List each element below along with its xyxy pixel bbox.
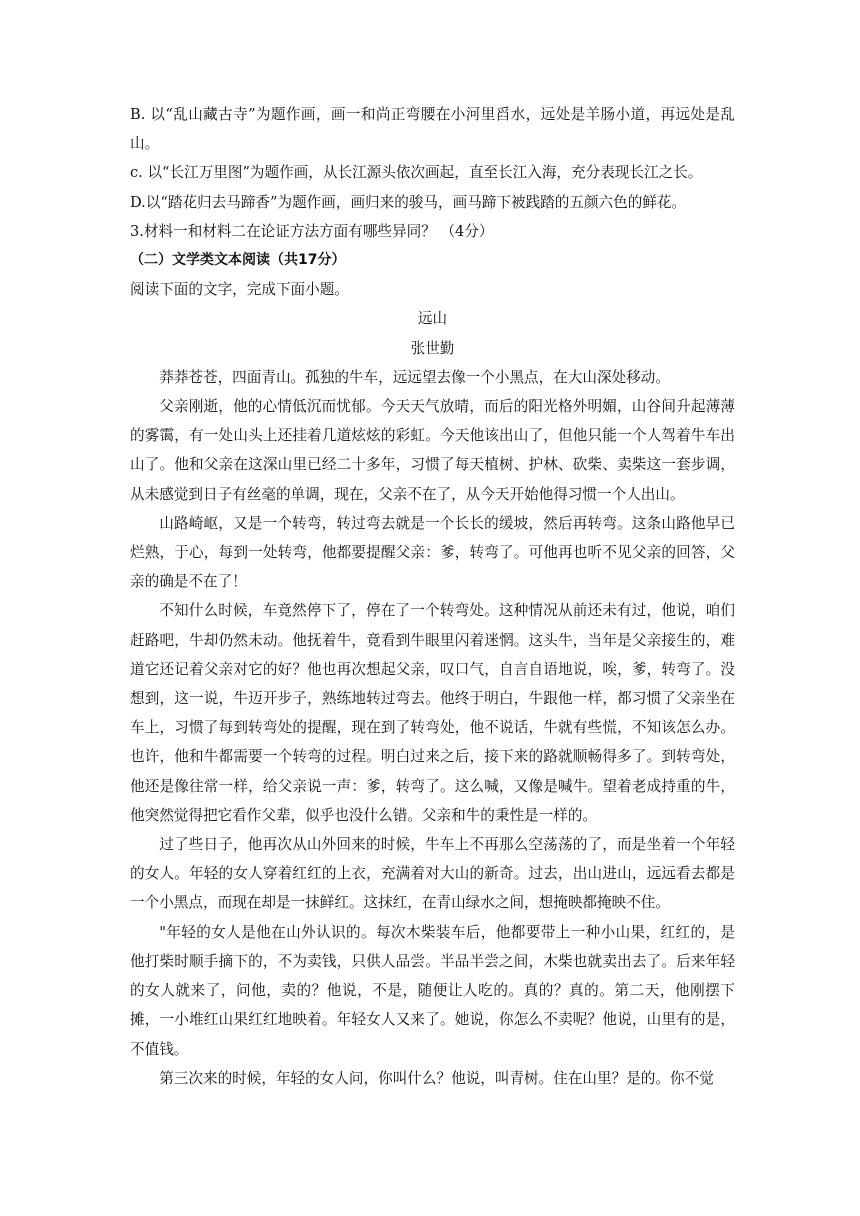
paragraph-2: 父亲刚逝，他的心情低沉而忧郁。今天天气放晴，而后的阳光格外明媚，山谷间升起薄薄的雾霭，有一处山头上还挂着几道炫炫的彩虹。今天他该出山了，但他只能一个人驾着牛车出山了。他和父亲在这深山里已经二十多年，习惯了每天植树、护林、砍柴、卖柴这一套步调，从未感觉到日子有丝毫的单调，现在，父亲不在了，从今天开始他得习惯一个人出山。 bbox=[130, 398, 735, 503]
article-title: 远山 bbox=[417, 310, 448, 328]
paragraph-4: 不知什么时候，车竟然停下了，停在了一个转弯处。这种情况从前还未有过，他说，咱们赶路吧，牛却仍然未动。他抚着牛，竟看到牛眼里闪着迷惘。这头牛，当年是父亲接生的，难道它还记着父亲对它的好？他也再次想起父亲，叹口气，自言自语地说，唉，爹，转弯了。没想到，这一说，牛迈开步子，熟练地转过弯去。他终于明白，牛跟他一样，都习惯了父亲坐在车上，习惯了每到转弯处的提醒，现在到了转弯处，他不说话，牛就有些慌，不知该怎么办。也许，他和牛都需要一个转弯的过程。明白过来之后，接下来的路就顺畅得多了。到转弯处，他还是像往常一样，给父亲说一声：爹，转弯了。这么喊，又像是喊牛。望着老成持重的牛，他突然觉得把它看作父辈，似乎也没什么错。父亲和牛的秉性是一样的。 bbox=[130, 602, 735, 824]
option-d: D.以“踏花归去马蹄香”为题作画，画归来的骏马，画马蹄下被践踏的五颜六色的鲜花。 bbox=[130, 193, 687, 211]
document-page bbox=[130, 100, 735, 1093]
option-b: B. 以“乱山藏古寺”为题作画，画一和尚正弯腰在小河里舀水，远处是羊肠小道，再远处是乱山。 bbox=[130, 106, 735, 153]
question-3: 3.材料一和材料二在论证方法方面有哪些异同？ （4分） bbox=[130, 222, 494, 240]
paragraph-3: 山路崎岖，又是一个转弯，转过弯去就是一个长长的缓坡，然后再转弯。这条山路他早已烂熟，于心，每到一处转弯，他都要提醒父亲：爹，转弯了。可他再也听不见父亲的回答，父亲的确是不在了！ bbox=[130, 514, 735, 591]
paragraph-7: 第三次来的时候，年轻的女人问，你叫什么？他说，叫青树。住在山里？是的。你不觉 bbox=[159, 1069, 714, 1087]
paragraph-6: "年轻的女人是他在山外认识的。每次木柴装车后，他都要带上一种小山果，红红的，是他打柴时顺手摘下的，不为卖钱，只供人品尝。半品半尝之间，木柴也就卖出去了。后来年轻的女人就来了，问他，卖的？他说，不是，随便让人吃的。真的？真的。第二天，他刚摆下摊，一小堆红山果红红地映着。年轻女人又来了。她说，你怎么不卖呢？他说，山里有的是，不值钱。 bbox=[130, 923, 735, 1058]
paragraph-5: 过了些日子，他再次从山外回来的时候，牛车上不再那么空荡荡的了，而是坐着一个年轻的女人。年轻的女人穿着红红的上衣，充满着对大山的新奇。过去，出山进山，远远看去都是一个小黑点，而现在却是一抹鲜红。这抹红，在青山绿水之间，想掩映都掩映不住。 bbox=[130, 836, 735, 912]
paragraph-1: 莽莽苍苍，四面青山。孤独的牛车，远远望去像一个小黑点，在大山深处移动。 bbox=[159, 368, 670, 386]
section-heading: （二）文学类文本阅读（共17分） bbox=[130, 252, 346, 269]
section-instruction: 阅读下面的文字，完成下面小题。 bbox=[130, 281, 349, 299]
article-author: 张世勤 bbox=[410, 339, 455, 357]
option-c: c. 以“长江万里图”为题作画，从长江源头依次画起，直至长江入海，充分表现长江之长。 bbox=[130, 164, 703, 182]
